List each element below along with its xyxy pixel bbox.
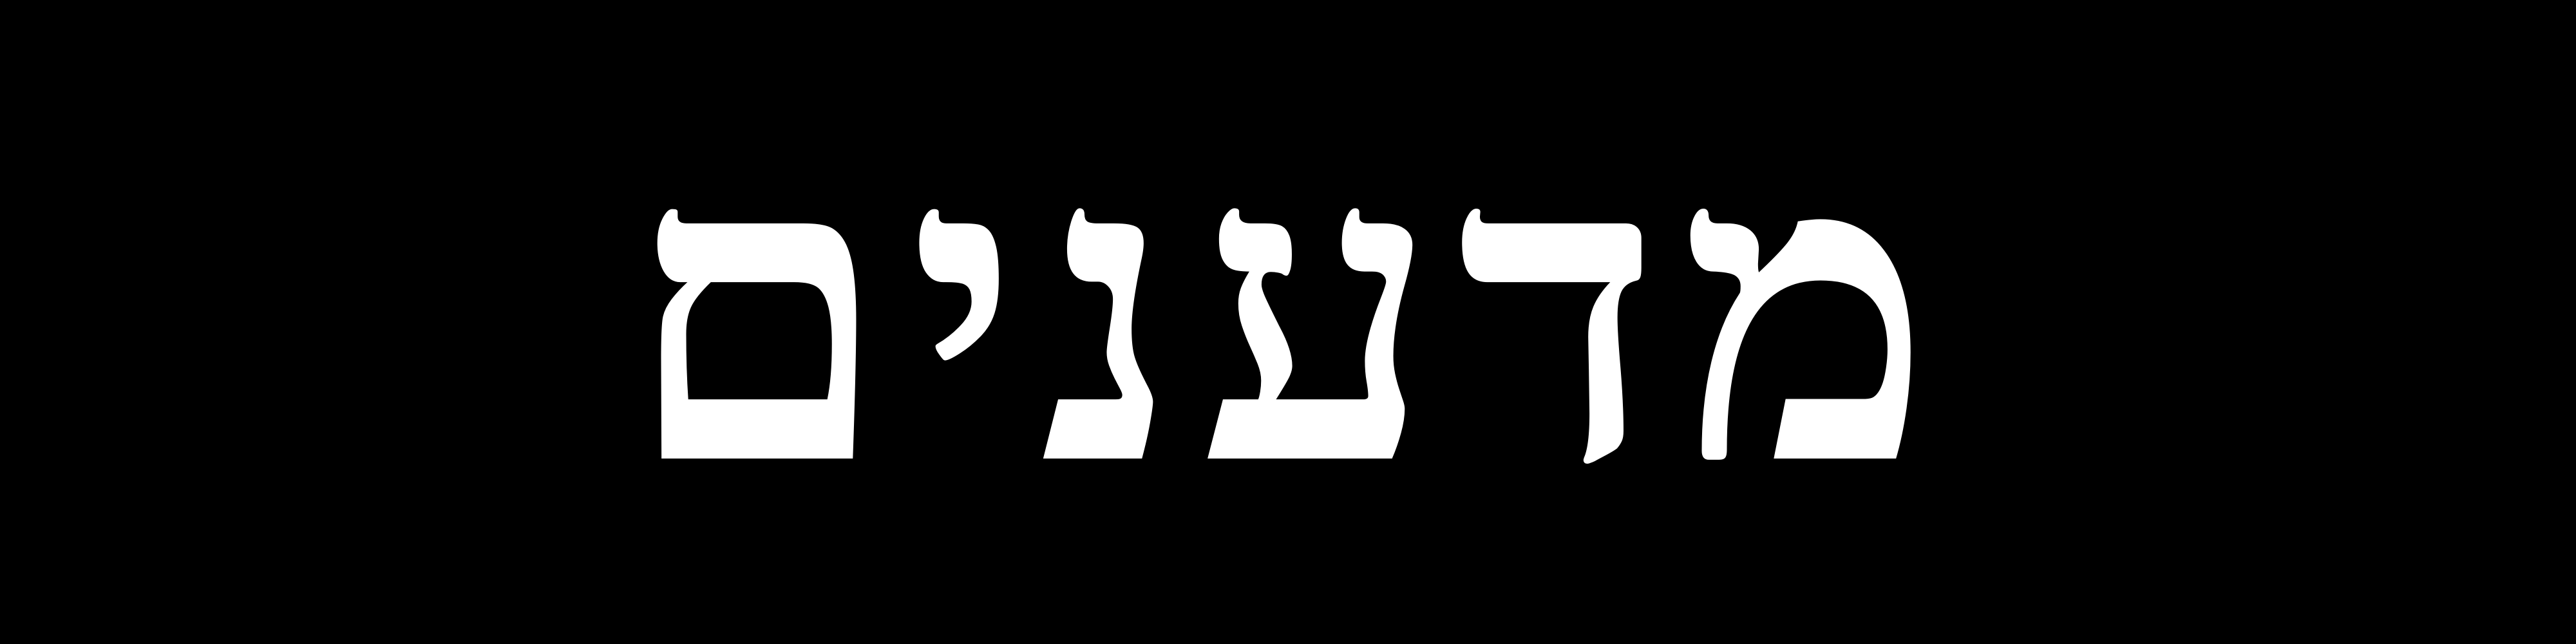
hebrew-word: מדענים [624,59,1952,559]
